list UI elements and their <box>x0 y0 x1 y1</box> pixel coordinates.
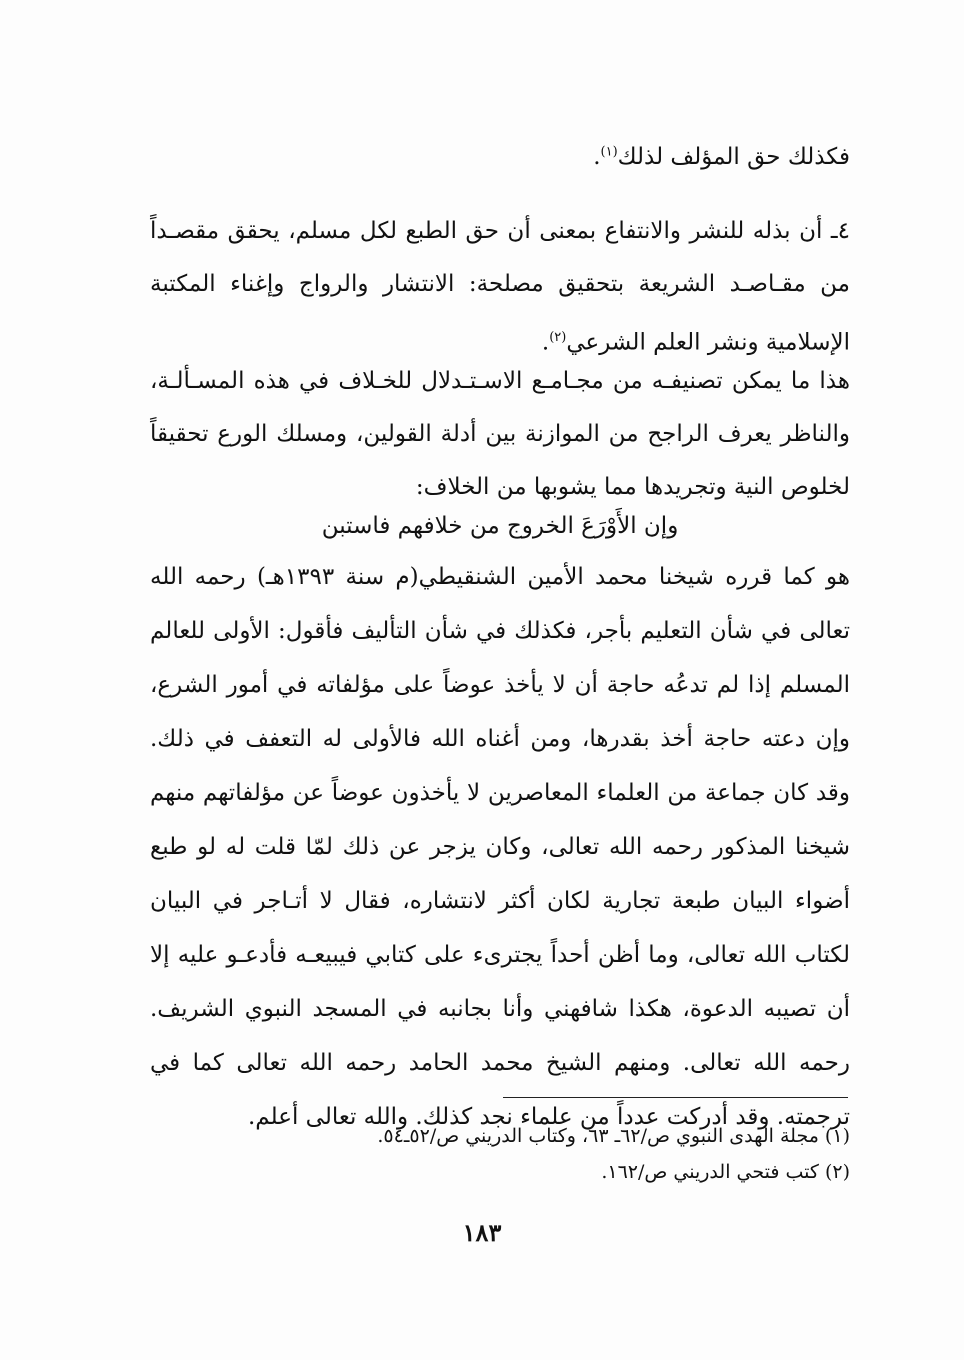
footnote-ref-1: (١) <box>600 144 618 160</box>
footnote-divider <box>503 1097 848 1098</box>
paragraph-point-4 <box>150 205 850 370</box>
paragraph-point-4-text: ٤ـ أن بذله للنشر والانتفاع بمعنى أن حق الطبع لكل مسلم، يحقق مقصـداً من مقـاصـد الشريعة بتحقيق مصلحة: الانتشار والرواج وإغناء المكتبة الإسلامية ونشر العلم الشرعي <box>150 218 850 356</box>
opening-line-end: . <box>593 144 601 170</box>
footnote-ref-2: (٢) <box>549 330 567 345</box>
opening-line <box>150 140 850 176</box>
footnotes <box>150 1118 850 1190</box>
verse-line: وإن الأَوْرَعَ الخروج من خلافهم فاستبن <box>321 513 679 539</box>
paragraph-point-4-end: . <box>541 329 550 356</box>
footnote-1: (١) مجلة الهدى النبوي ص/٦٢ـ ٦٣، وكتاب الدريني ص/٥٢ـ٥٤. <box>377 1125 850 1147</box>
paragraph-summary: هذا ما يمكن تصنيفـه من مجـامـع الاسـتـدلال للخـلاف في هذه المسـألـة، والناظر يعرف الراجح من الموازنة بين أدلة القولين، ومسلك الورع تحقيقاً لخلوص النية وتجريدها مما يشوبها من الخلاف: <box>150 368 850 500</box>
opening-line-text: فكذلك حق المؤلف لذلك <box>617 144 850 170</box>
footnote-2: (٢) كتب فتحي الدريني ص/١٦٢. <box>601 1161 850 1183</box>
paragraph-main: هو كما قرره شيخنا محمد الأمين الشنقيطي(م سنة ١٣٩٣هـ) رحمه الله تعالى في شأن التعليم بأجر، فكذلك في شأن التأليف فأقول: الأولى للعالم المسلم إذا لم تدعُه حاجة أن لا يأخذ عوضاً على مؤلفاته في أمور الشرع، وإن دعته حاجة أخذ بقدرها، ومن أغناه الله فالأولى له التعفف في ذلك. وقد كان جماعة من العلماء المعاصرين لا يأخذون عوضاً عن مؤلفاتهم منهم شيخنا المذكور رحمه الله تعالى، وكان يزجر عن ذلك لمّا قلت له لو طبع أضواء البيان طبعة تجارية لكان أكثر لانتشاره، فقال لا أتـاجر في البيان لكتاب الله تعالى، وما أظن أحداً يجترىء على كتابي فيبيعـه فأدعـو عليه إلا أن تصيبه الدعوة، هكذا شافهني وأنا بجانبه في المسجد النبوي الشريف. رحمه الله تعالى. ومنهم الشيخ محمد الحامد رحمه الله تعالى كما في ترجمته. وقد أدركت عدداً من علماء نجد كذلك. والله تعالى أعلم. <box>150 564 850 1130</box>
page-number: ١٨٣ <box>462 1218 502 1247</box>
